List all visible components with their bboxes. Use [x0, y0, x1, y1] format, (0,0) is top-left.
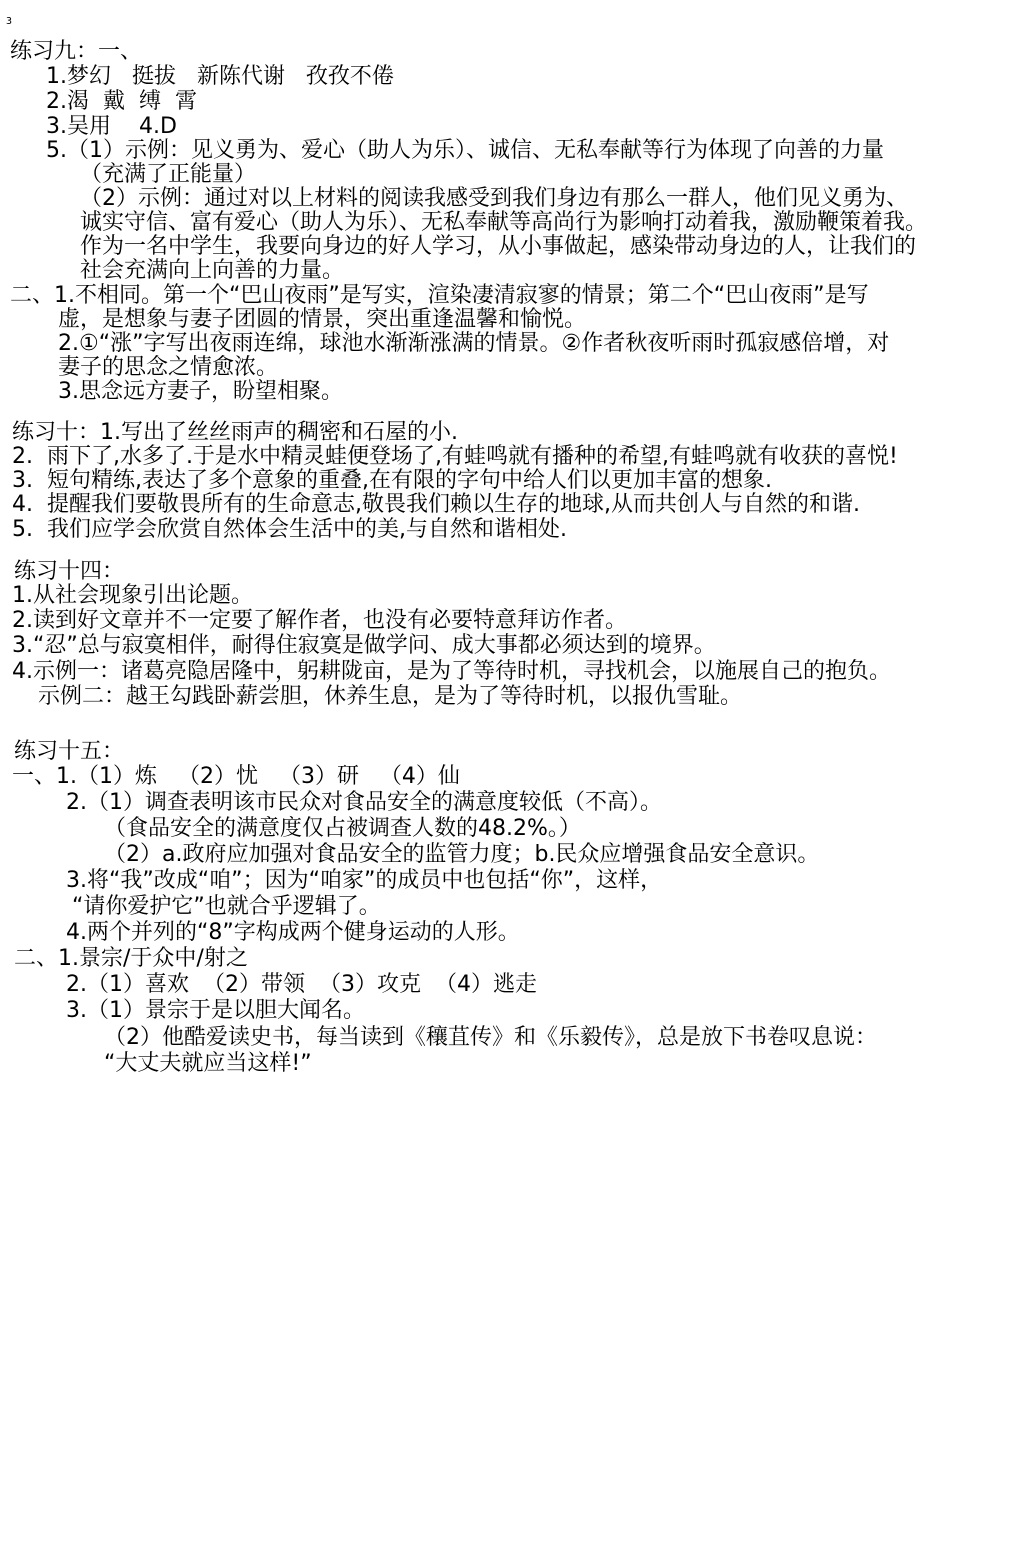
answer-line: 3. 短句精练,表达了多个意象的重叠,在有限的字句中给人们以更加丰富的想象. [12, 468, 772, 493]
section-heading: 练习九：一、 [10, 39, 143, 64]
answer-line: 二、1.景宗/于众中/射之 [14, 946, 248, 971]
answer-line: 2.①“涨”字写出夜雨连绵，球池水渐渐涨满的情景。②作者秋夜听雨时孤寂感倍增，对 [58, 331, 890, 356]
answer-line: 4.两个并列的“8”字构成两个健身运动的人形。 [66, 920, 520, 945]
answer-line: 2.（1）喜欢 （2）带领 （3）攻克 （4）逃走 [66, 972, 537, 997]
answer-line: （2）a.政府应加强对食品安全的监管力度；b.民众应增强食品安全意识。 [104, 842, 820, 867]
answer-line: “请你爱护它”也就合乎逻辑了。 [72, 894, 381, 919]
answer-line: （食品安全的满意度仅占被调查人数的48.2%。） [104, 816, 581, 841]
answer-line: 示例二：越王勾践卧薪尝胆，休养生息，是为了等待时机，以报仇雪耻。 [38, 684, 743, 709]
answer-line: （充满了正能量） [80, 162, 257, 187]
answer-line: 2.读到好文章并不一定要了解作者，也没有必要特意拜访作者。 [12, 608, 627, 633]
answer-line: 4.示例一：诸葛亮隐居隆中，躬耕陇亩，是为了等待时机，寻找机会，以施展自己的抱负。 [12, 659, 891, 684]
answer-line: 2.（1）调查表明该市民众对食品安全的满意度较低（不高）。 [66, 790, 662, 815]
section-heading: 练习十四： [14, 559, 125, 584]
section-heading: 练习十：1.写出了丝丝雨声的稠密和石屋的小. [12, 420, 458, 445]
answer-line: 3.思念远方妻子，盼望相聚。 [58, 379, 343, 404]
answer-line: 3.“忍”总与寂寞相伴，耐得住寂寞是做学问、成大事都必须达到的境界。 [12, 633, 716, 658]
answer-line: 社会充满向上向善的力量。 [80, 258, 345, 283]
answer-line: 1.梦幻 挺拔 新陈代谢 孜孜不倦 [46, 64, 394, 89]
answer-line: 二、1.不相同。第一个“巴山夜雨”是写实，渲染凄清寂寥的情景；第二个“巴山夜雨”是写 [10, 283, 869, 308]
answer-line: 5.（1）示例：见义勇为、爱心（助人为乐）、诚信、无私奉献等行为体现了向善的力量 [46, 138, 884, 163]
answer-line: 妻子的思念之情愈浓。 [58, 355, 279, 380]
answer-line: 2.渴 戴 缚 霄 [46, 89, 197, 114]
answer-line: 4. 提醒我们要敬畏所有的生命意志,敬畏我们赖以生存的地球,从而共创人与自然的和谐. [12, 492, 860, 517]
answer-line: 5. 我们应学会欣赏自然体会生活中的美,与自然和谐相处. [12, 517, 567, 542]
answer-line: “大丈夫就应当这样!” [104, 1051, 312, 1076]
answer-line: 3.将“我”改成“咱”；因为“咱家”的成员中也包括“你”，这样， [66, 868, 663, 893]
section-heading: 练习十五： [14, 739, 125, 764]
answer-line: 2. 雨下了,水多了.于是水中精灵蛙便登场了,有蛙鸣就有播种的希望,有蛙鸣就有收获的喜悦! [12, 444, 898, 469]
answer-line: 3.（1）景宗于是以胆大闻名。 [66, 998, 365, 1023]
page-number: 3 [6, 16, 13, 27]
answer-line: 一、1.（1）炼 （2）忧 （3）研 （4）仙 [12, 764, 460, 789]
answer-line: （2）他酷爱读史书，每当读到《穰苴传》和《乐毅传》，总是放下书卷叹息说： [104, 1025, 877, 1050]
answer-line: 虚，是想象与妻子团圆的情景，突出重逢温馨和愉悦。 [58, 307, 587, 332]
answer-line: 1.从社会现象引出论题。 [12, 583, 253, 608]
answer-line: 诚实守信、富有爱心（助人为乐）、无私奉献等高尚行为影响打动着我，激励鞭策着我。 [80, 210, 928, 235]
answer-line: 3.吴用 4.D [46, 114, 177, 139]
answer-line: （2）示例：通过对以上材料的阅读我感受到我们身边有那么一群人，他们见义勇为、 [80, 186, 908, 211]
answer-line: 作为一名中学生，我要向身边的好人学习，从小事做起，感染带动身边的人，让我们的 [80, 234, 917, 259]
